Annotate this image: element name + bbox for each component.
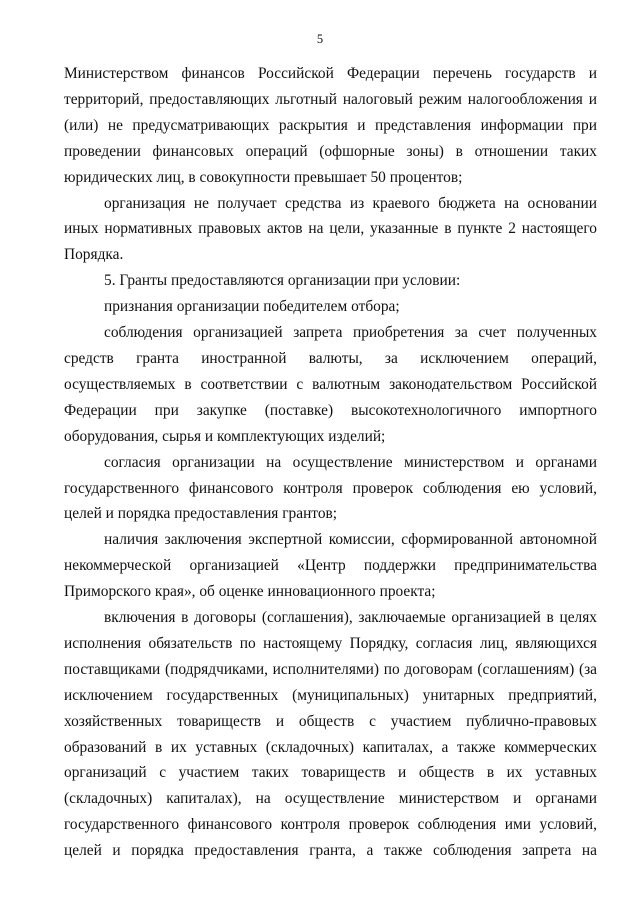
paragraph-inspection-consent: согласия организации на осуществление министерством и органами государственного финансового контроля проверок соблюдения ею условий, целей и порядка предоставления грантов; xyxy=(64,453,597,523)
paragraph-selection-winner: признания организации победителем отбора; xyxy=(104,298,400,316)
paragraph-offshore-condition: Министерством финансов Российской Федерации перечень государств и территорий, предоставляющих льготный налоговый режим налогообложения и (или) не предусматривающих раскрытия и представления информации при проведении финансовых операций (офшорные зоны) в отношении таких юридических лиц, в совокупности превышает 50 процентов; xyxy=(64,65,597,186)
paragraph-expert-conclusion: наличия заключения экспертной комиссии, сформированной автономной некоммерческой организацией «Центр поддержки предпринимательства Приморского края», об оценке инновационного проекта; xyxy=(64,531,597,601)
paragraph-no-regional-funds: организация не получает средства из краевого бюджета на основании иных нормативных правовых актов на цели, указанные в пункте 2 настоящего Порядка. xyxy=(64,194,597,264)
document-body xyxy=(64,61,597,864)
paragraph-currency-prohibition: соблюдения организацией запрета приобретения за счет полученных средств гранта иностранной валюты, за исключением операций, осуществляемых в соответствии с валютным законодательством Российской Федерации при закупке (поставке) высокотехнологичного импортного оборудования, сырья и комплектующих изделий; xyxy=(64,324,597,445)
paragraph-section-5-heading: 5. Гранты предоставляются организации при условии: xyxy=(104,272,461,290)
page-number: 5 xyxy=(316,32,324,46)
paragraph-contract-consent: включения в договоры (соглашения), заключаемые организацией в целях исполнения обязательств по настоящему Порядку, согласия лиц, являющихся поставщиками (подрядчиками, исполнителями) по договорам (соглашениям) (за исключением государственных (муниципальных) унитарных предприятий, хозяйственных товариществ и обществ с участием публично-правовых образований в их уставных (складочных) капиталах, а также коммерческих организаций с участием таких товариществ и обществ в их уставных (складочных) капиталах), на осуществление министерством и органами государственного финансового контроля проверок соблюдения ими условий, целей и порядка предоставления гранта, а также соблюдения запрета на xyxy=(64,609,597,860)
